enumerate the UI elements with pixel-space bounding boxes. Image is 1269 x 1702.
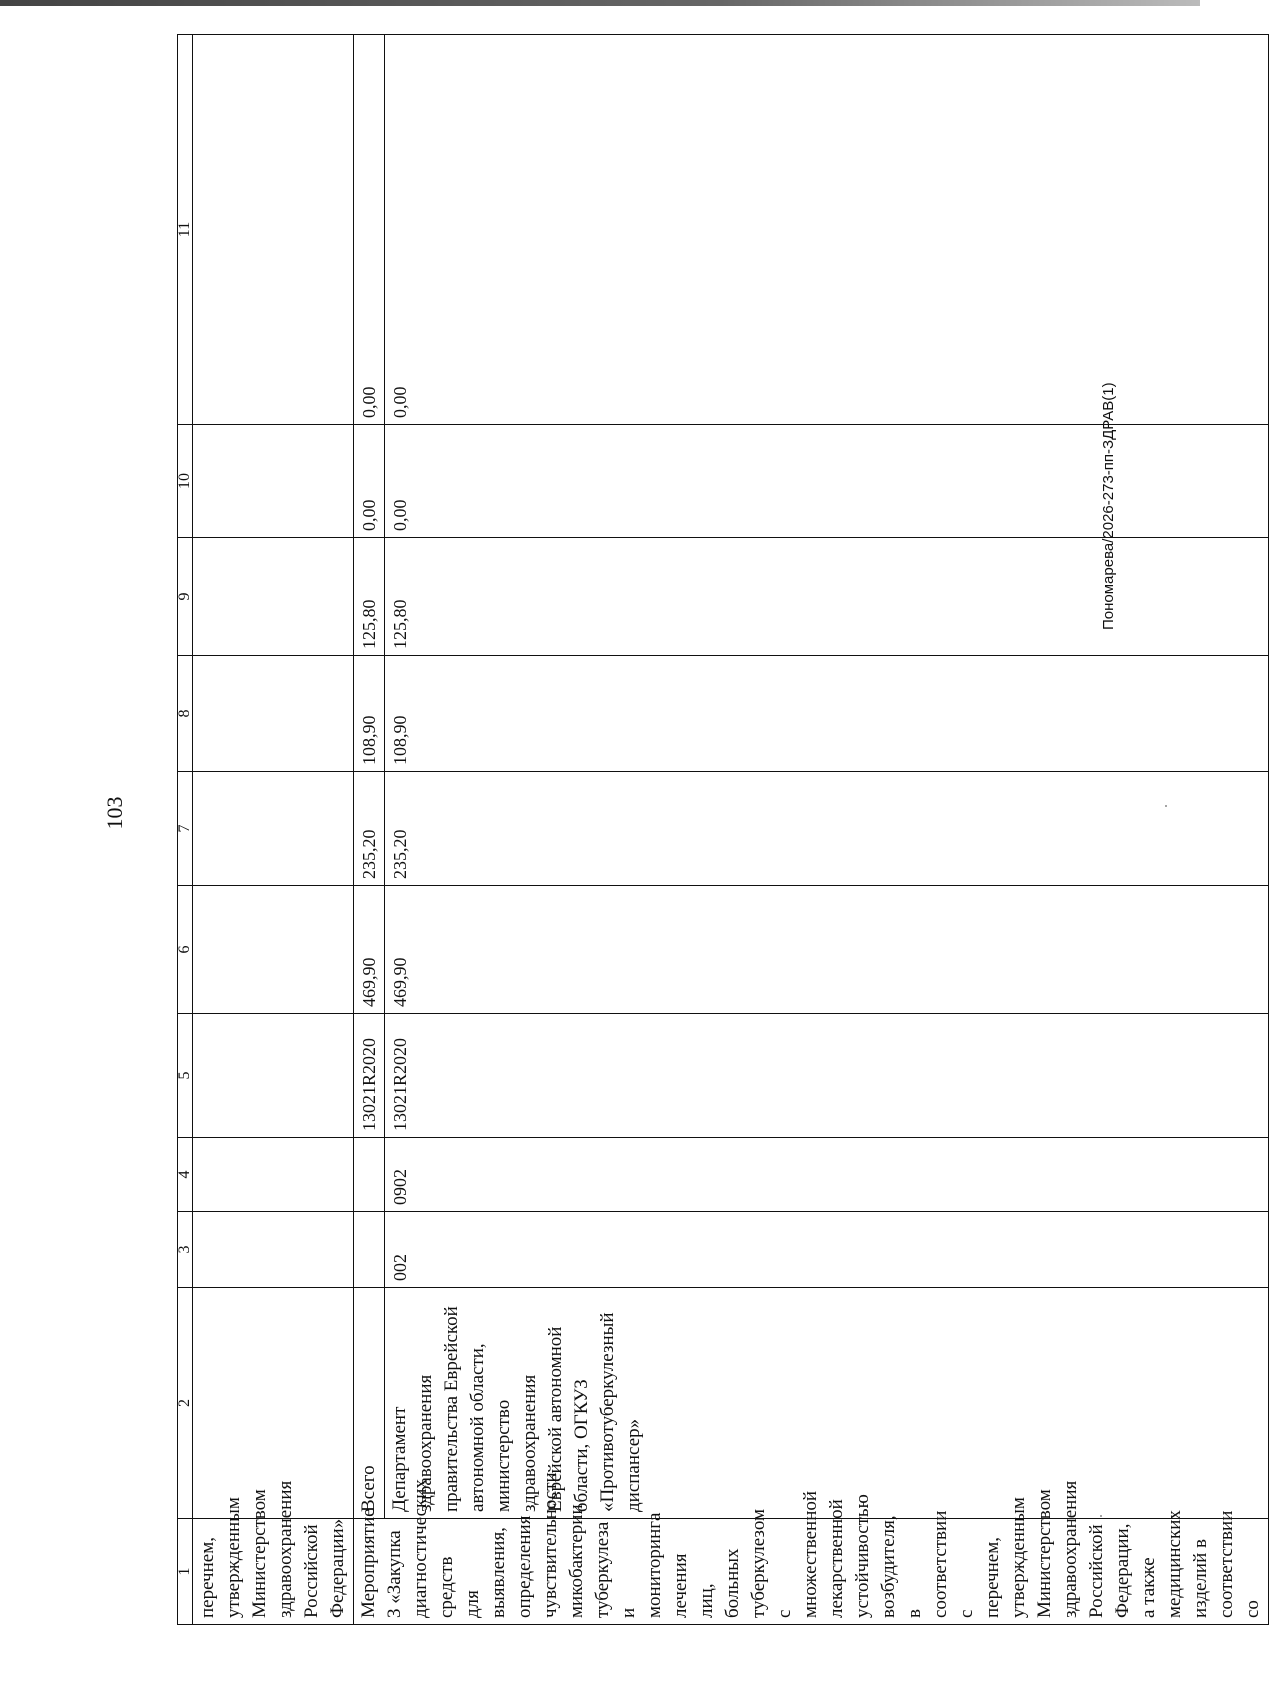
col-number-8: 8 xyxy=(178,656,193,772)
department-name: Департамент здравоохранения правительства Еврейской автономной области, министерство здравоохранения Еврейской автономной области, ОГКУЗ «Противотуберкулезный диспансер» xyxy=(385,1288,1269,1519)
scan-speck xyxy=(1165,805,1167,807)
col-number-5: 5 xyxy=(178,1014,193,1138)
budget-table xyxy=(177,34,1269,1625)
department-col9: 125,80 xyxy=(385,538,1269,656)
total-col7: 235,20 xyxy=(354,772,385,886)
col-number-2: 2 xyxy=(178,1288,193,1519)
total-col11: 0,00 xyxy=(354,35,385,425)
department-col10: 0,00 xyxy=(385,425,1269,538)
activity-total-row xyxy=(354,35,385,1625)
scan-speck xyxy=(1100,1515,1102,1517)
page-number: 103 xyxy=(102,796,127,830)
col-number-10: 10 xyxy=(178,425,193,538)
col-number-6: 6 xyxy=(178,886,193,1014)
col-number-1: 1 xyxy=(178,1519,193,1625)
document-code: Пономарева/2026-273-пп-ЗДРАВ(1) xyxy=(1100,382,1117,630)
continued-row xyxy=(193,35,354,1625)
scan-edge xyxy=(0,0,1200,6)
continued-row-name: перечнем, утвержденным Министерством здравоохранения Российской Федерации» xyxy=(193,1519,354,1625)
department-col3: 002 xyxy=(385,1212,1269,1288)
total-col6: 469,90 xyxy=(354,886,385,1014)
col-number-7: 7 xyxy=(178,772,193,886)
department-col11: 0,00 xyxy=(385,35,1269,425)
department-col7: 235,20 xyxy=(385,772,1269,886)
total-col4 xyxy=(354,1138,385,1212)
col-number-9: 9 xyxy=(178,538,193,656)
column-number-row xyxy=(178,35,193,1625)
total-col9: 125,80 xyxy=(354,538,385,656)
activity-name: Мероприятие 3 «Закупка диагностических средств для выявления, определения чувствительности микобактерии туберкулеза и мониторинга лечения лиц, больных туберкулезом с множественной лекарственной устойчивостью возбудителя, в соответствии с перечнем, утвержденным Министерством здравоохранения Российской Федерации, а также медицинских изделий в соответствии со xyxy=(354,1519,1269,1625)
total-label: Всего xyxy=(354,1288,385,1519)
department-col5: 13021R2020 xyxy=(385,1014,1269,1138)
total-col8: 108,90 xyxy=(354,656,385,772)
total-col3 xyxy=(354,1212,385,1288)
department-col4: 0902 xyxy=(385,1138,1269,1212)
total-col10: 0,00 xyxy=(354,425,385,538)
activity-department-row xyxy=(385,35,1269,1625)
col-number-4: 4 xyxy=(178,1138,193,1212)
total-col5: 13021R2020 xyxy=(354,1014,385,1138)
department-col6: 469,90 xyxy=(385,886,1269,1014)
col-number-3: 3 xyxy=(178,1212,193,1288)
department-col8: 108,90 xyxy=(385,656,1269,772)
col-number-11: 11 xyxy=(178,35,193,425)
